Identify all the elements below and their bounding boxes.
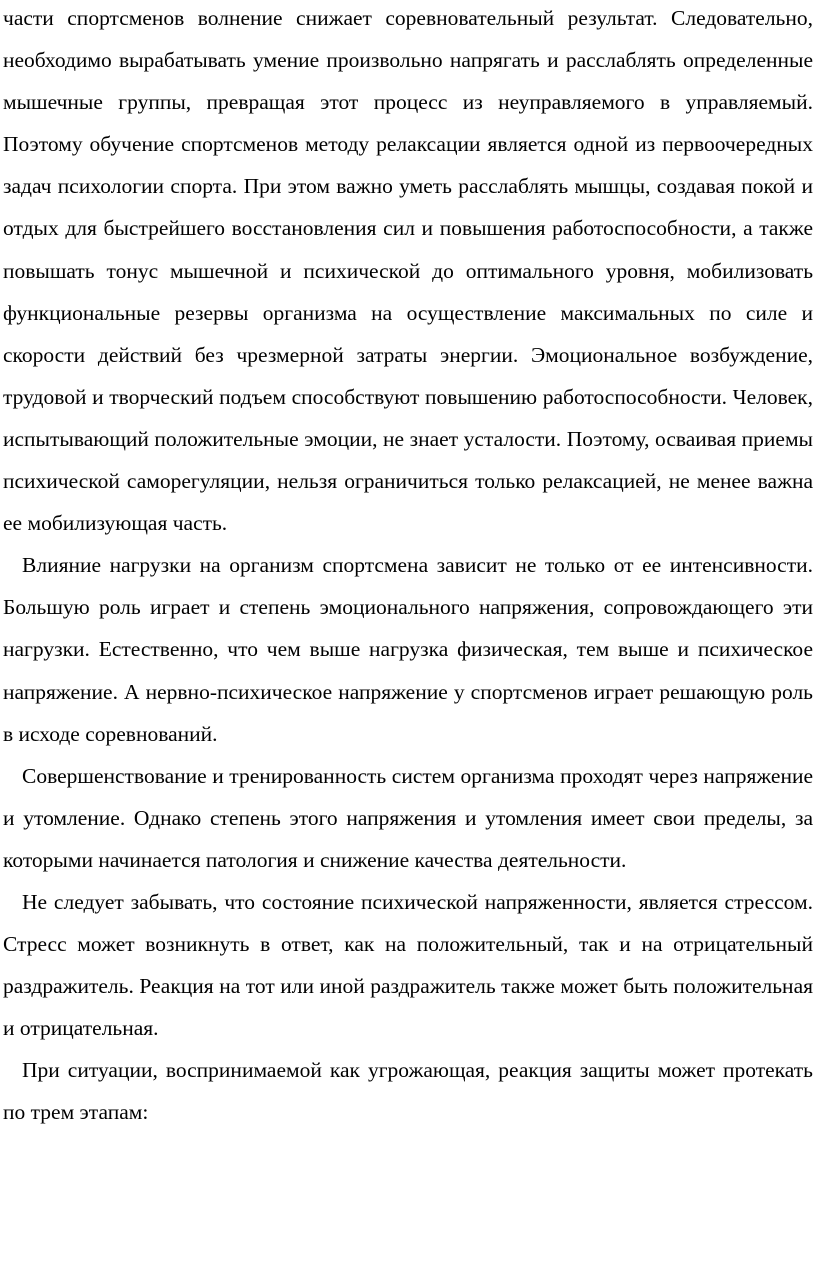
paragraph-tension-fatigue: Совершенствование и тренированность систем организма проходят через напряжение и утомление. Однако степень этого напряжения и утомления имеет свои пределы, за которыми начинается патология и снижение качества деятельности. — [3, 763, 813, 872]
paragraph-relaxation-continuation: части спортсменов волнение снижает соревновательный результат. Следовательно, необходимо вырабатывать умение произвольно напрягать и расслаблять определенные мышечные группы, превращая этот процесс из неуправляемого в управляемый. Поэтому обучение спортсменов методу релаксации является одной из первоочередных задач психологии спорта. При этом важно уметь расслаблять мышцы, создавая покой и отдых для быстрейшего восстановления сил и повышения работоспособности, а также повышать тонус мышечной и психической до оптимального уровня, мобилизовать функциональные резервы организма на осуществление максимальных по силе и скорости действий без чрезмерной затраты энергии. Эмоциональное возбуждение, трудовой и творческий подъем способствуют повышению работоспособности. Человек, испытывающий положительные эмоции, не знает усталости. Поэтому, осваивая приемы психической саморегуляции, нельзя ограничиться только релаксацией, не менее важна ее мобилизующая часть. — [3, 6, 813, 536]
paragraph-load-influence: Влияние нагрузки на организм спортсмена зависит не только от ее интенсивности. Большую роль играет и степень эмоционального напряжения, сопровождающего эти нагрузки. Естественно, что чем выше нагрузка физическая, тем выше и психическое напряжение. А нервно-психическое напряжение у спортсменов играет решающую роль в исходе соревнований. — [3, 553, 813, 746]
paragraph-defense-stages: При ситуации, воспринимаемой как угрожающая, реакция защиты может протекать по трем этапам: — [3, 1058, 813, 1125]
document-page — [3, 0, 813, 1134]
paragraph-stress: Не следует забывать, что состояние психической напряженности, является стрессом. Стресс может возникнуть в ответ, как на положительный, так и на отрицательный раздражитель. Реакция на тот или иной раздражитель также может быть положительная и отрицательная. — [3, 889, 813, 1041]
